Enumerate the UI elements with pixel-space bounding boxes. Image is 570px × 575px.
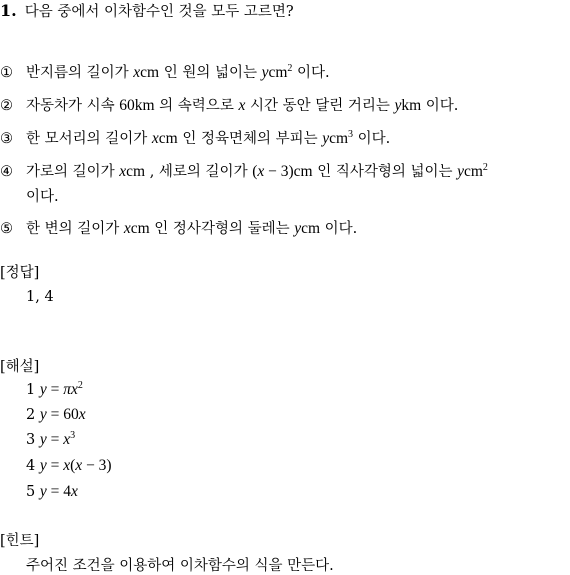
text-run: − 3)cm (264, 163, 313, 180)
superscript: 3 (348, 129, 354, 140)
math-variable: x (63, 457, 71, 474)
question-number: 1. (0, 1, 17, 20)
option-5 (0, 217, 357, 238)
math-variable: πx (63, 381, 78, 398)
math-variable: y (261, 64, 269, 81)
explanation-line-5 (26, 483, 78, 501)
math-variable: x (257, 163, 265, 180)
text-run: 60km (119, 97, 155, 114)
option-body (26, 65, 330, 81)
text-run: , 세로의 길이가 (145, 164, 253, 180)
option-2 (0, 94, 458, 115)
text-run: = (46, 381, 64, 398)
explanation-num: 2 (26, 407, 36, 423)
text-run: 인 정육면체의 부피는 (177, 131, 323, 147)
explanation-num: 1 (26, 382, 36, 398)
math-variable: x (123, 220, 131, 237)
math-variable: x (119, 163, 127, 180)
superscript: 3 (70, 430, 76, 441)
explanation-formula (40, 484, 78, 500)
option-body (26, 221, 357, 237)
explanation-formula (40, 382, 83, 398)
text-run: = (46, 457, 64, 474)
explanation-num: 5 (26, 484, 36, 500)
text-run: cm (301, 220, 321, 237)
text-run: 가로의 길이가 (26, 164, 120, 180)
text-run: 이다. (353, 131, 391, 147)
superscript: 2 (77, 380, 83, 391)
option-marker: ③ (0, 131, 13, 147)
math-variable: y (39, 431, 47, 448)
explanation-num: 4 (26, 458, 36, 474)
text-run: 이다. (320, 221, 358, 237)
text-run: 인 정사각형의 둘레는 (149, 221, 295, 237)
text-run: = 60 (46, 406, 79, 423)
text-run: 자동차가 시속 (26, 98, 120, 114)
answer-label: [정답] (0, 265, 40, 281)
math-variable: x (151, 130, 159, 147)
math-variable: y (294, 220, 302, 237)
option-4 (0, 160, 488, 181)
text-run: 인 원의 넓이는 (159, 65, 262, 81)
text-run: − 3) (82, 457, 112, 474)
text-run: 이다. (292, 65, 330, 81)
math-variable: y (39, 406, 47, 423)
text-run: cm (130, 220, 150, 237)
math-variable: y (39, 381, 47, 398)
text-run: 한 모서리의 길이가 (26, 131, 152, 147)
math-variable: x (78, 406, 86, 423)
text-run: cm (140, 64, 160, 81)
text-run: 한 변의 길이가 (26, 221, 124, 237)
math-variable: x (75, 457, 83, 474)
explanation-line-2 (26, 406, 86, 424)
option-1 (0, 61, 330, 82)
text-run: = 4 (46, 483, 71, 500)
text-run: ( (252, 163, 258, 180)
explanation-formula (40, 432, 75, 448)
math-variable: x (70, 483, 78, 500)
explanation-formula (40, 407, 86, 423)
math-variable: x (238, 97, 246, 114)
math-variable: y (394, 97, 402, 114)
text-run: 이다. (421, 98, 459, 114)
option-body (26, 98, 458, 114)
option-marker: ① (0, 65, 13, 81)
text-run: = (46, 431, 64, 448)
option-body (26, 164, 488, 180)
explanation-line-3 (26, 431, 75, 449)
math-variable: y (457, 163, 464, 180)
text-run: ( (70, 457, 76, 474)
question-text: 다음 중에서 이차함수인 것을 모두 고르면? (24, 4, 294, 20)
answer-value: 1, 4 (26, 289, 54, 305)
text-run: cm (463, 163, 483, 180)
question-line (0, 0, 294, 21)
superscript: 2 (482, 162, 488, 173)
text-run: 인 직사각형의 넓이는 (312, 164, 458, 180)
math-variable: x (63, 431, 71, 448)
text-run: cm (268, 64, 288, 81)
math-variable: y (322, 130, 330, 147)
math-variable: x (133, 64, 141, 81)
option-marker: ⑤ (0, 221, 13, 237)
math-variable: y (39, 483, 47, 500)
explanation-line-4 (26, 457, 112, 475)
text-run: km (401, 97, 422, 114)
option-body (26, 131, 390, 147)
hint-label: [힌트] (0, 533, 40, 549)
text-run: cm (158, 130, 178, 147)
explanation-line-1 (26, 381, 83, 399)
superscript: 2 (287, 63, 293, 74)
text-run: cm (329, 130, 349, 147)
explanation-label: [해설] (0, 359, 40, 375)
math-variable: y (39, 457, 47, 474)
explanation-formula (40, 458, 112, 474)
hint-text: 주어진 조건을 이용하여 이차함수의 식을 만든다. (26, 558, 334, 574)
text-run: cm (126, 163, 146, 180)
explanation-num: 3 (26, 432, 36, 448)
option-marker: ④ (0, 164, 13, 180)
text-run: 시간 동안 달린 거리는 (245, 98, 395, 114)
text-run: 의 속력으로 (154, 98, 239, 114)
option-marker: ② (0, 98, 13, 114)
option-4-continuation: 이다. (26, 189, 59, 205)
option-3 (0, 127, 390, 148)
text-run: 반지름의 길이가 (26, 65, 134, 81)
